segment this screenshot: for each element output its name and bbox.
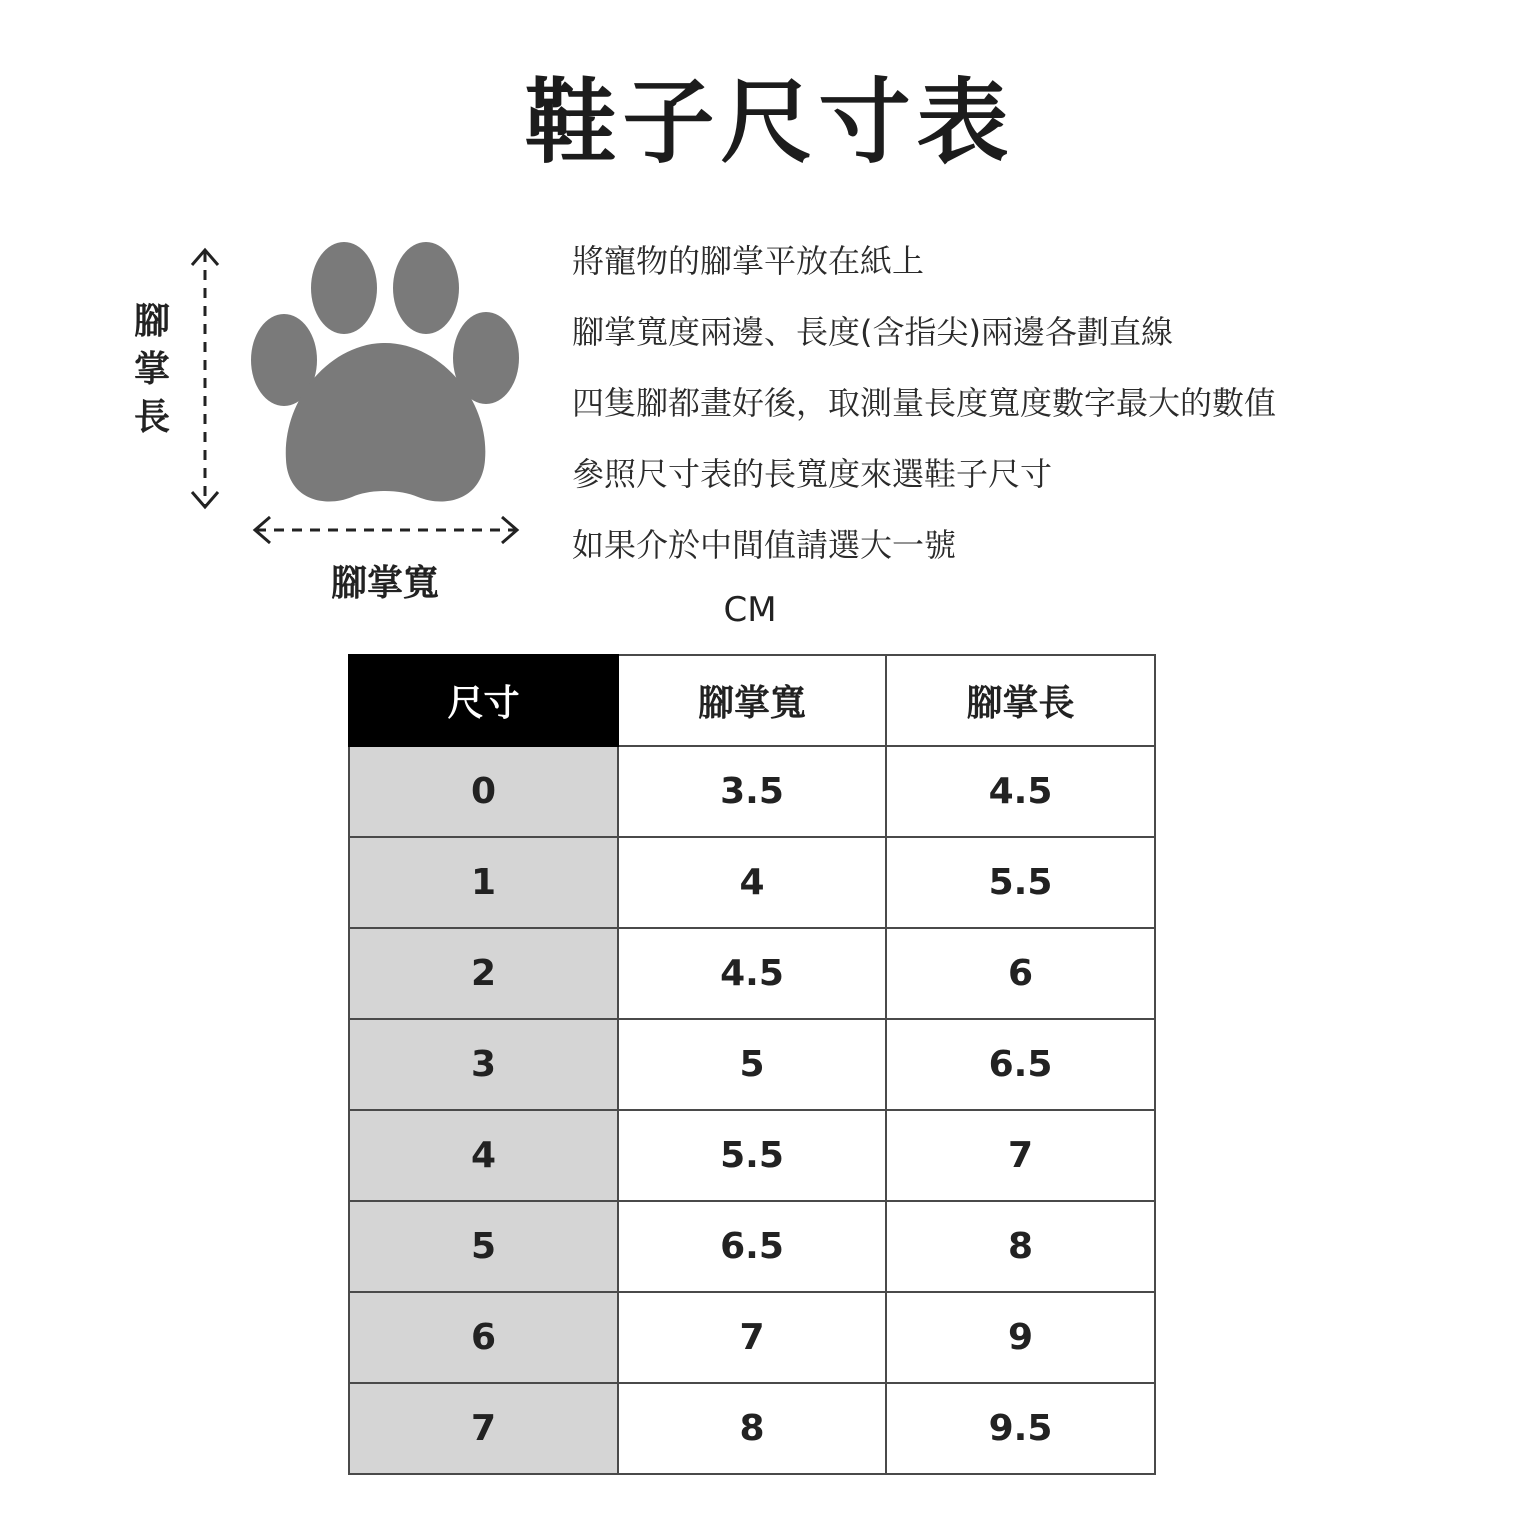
header-size: 尺寸 (349, 655, 618, 746)
width-arrow-icon (255, 517, 517, 543)
cell-paw-width: 3.5 (618, 746, 886, 837)
instruction-line: 四隻腳都畫好後，取測量長度寬度數字最大的數值 (572, 384, 1277, 422)
cell-paw-width: 7 (618, 1292, 886, 1383)
instruction-line: 將寵物的腳掌平放在紙上 (572, 242, 925, 280)
cell-paw-width: 4 (618, 837, 886, 928)
cell-paw-length: 6 (886, 928, 1155, 1019)
table-header-row (349, 655, 1155, 746)
cell-size: 1 (349, 837, 618, 928)
header-paw-length: 腳掌長 (886, 655, 1155, 746)
instruction-line: 參照尺寸表的長寬度來選鞋子尺寸 (572, 455, 1053, 493)
instruction-line: 腳掌寬度兩邊、長度(含指尖)兩邊各劃直線 (572, 313, 1173, 351)
table-row (349, 1292, 1155, 1383)
paw-width-label: 腳掌寬 (330, 563, 439, 604)
cell-paw-width: 6.5 (618, 1201, 886, 1292)
header-paw-width: 腳掌寬 (618, 655, 886, 746)
cell-size: 3 (349, 1019, 618, 1110)
table-row (349, 746, 1155, 837)
cell-paw-width: 5.5 (618, 1110, 886, 1201)
size-chart-table (348, 654, 1156, 1475)
paw-length-label-char: 腳 (133, 301, 170, 342)
page-title: 鞋子尺寸表 (524, 69, 1015, 176)
instruction-line: 如果介於中間值請選大一號 (572, 526, 957, 564)
cell-paw-length: 5.5 (886, 837, 1155, 928)
table-row (349, 837, 1155, 928)
paw-length-label-char: 長 (133, 397, 170, 438)
table-row (349, 928, 1155, 1019)
table-row (349, 1383, 1155, 1474)
table-row (349, 1019, 1155, 1110)
paw-length-label-char: 掌 (133, 349, 170, 390)
unit-label: CM (723, 590, 777, 630)
cell-size: 2 (349, 928, 618, 1019)
cell-paw-length: 4.5 (886, 746, 1155, 837)
cell-size: 0 (349, 746, 618, 837)
cell-paw-length: 7 (886, 1110, 1155, 1201)
cell-paw-width: 5 (618, 1019, 886, 1110)
cell-paw-length: 6.5 (886, 1019, 1155, 1110)
cell-size: 5 (349, 1201, 618, 1292)
cell-size: 7 (349, 1383, 618, 1474)
cell-paw-length: 9.5 (886, 1383, 1155, 1474)
cell-paw-width: 8 (618, 1383, 886, 1474)
cell-size: 4 (349, 1110, 618, 1201)
table-row (349, 1110, 1155, 1201)
paw-print-icon (251, 242, 519, 502)
cell-paw-width: 4.5 (618, 928, 886, 1019)
length-arrow-icon (192, 250, 218, 507)
measurement-instructions (572, 236, 1472, 591)
paw-length-label (128, 298, 176, 442)
cell-paw-length: 8 (886, 1201, 1155, 1292)
table-row (349, 1201, 1155, 1292)
cell-size: 6 (349, 1292, 618, 1383)
cell-paw-length: 9 (886, 1292, 1155, 1383)
